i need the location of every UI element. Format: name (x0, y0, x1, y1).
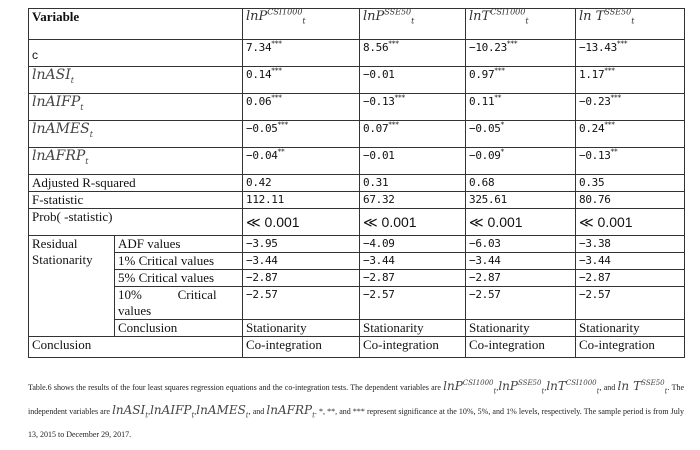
statistic-cell (243, 175, 360, 192)
residual-value: −3.44 (579, 254, 611, 267)
coefficient-cell (576, 121, 685, 148)
coefficient-value: −0.13 (363, 95, 395, 108)
math-variable (579, 9, 634, 24)
residual-row (29, 320, 685, 337)
statistic-label: Prob( -statistic) (32, 209, 113, 224)
row-label (29, 40, 243, 67)
conclusion-label: Conclusion (32, 337, 92, 352)
significance-stars: *** (271, 94, 282, 102)
math-superscript: CSI1000 (490, 8, 526, 17)
significance-stars: ** (277, 148, 285, 156)
residual-sublabel (115, 320, 243, 337)
statistic-row (29, 192, 685, 209)
coefficient-value: 1.17 (579, 68, 605, 81)
statistic-cell (576, 192, 685, 209)
math-base: lnAFRP (32, 148, 86, 164)
statistic-cell (243, 209, 360, 236)
significance-stars: *** (271, 40, 282, 48)
statistic-value: 0.68 (469, 176, 495, 189)
coefficient-value: 0.24 (579, 122, 605, 135)
conclusion-value: Co-integration (579, 337, 655, 352)
statistic-value: 112.11 (246, 193, 284, 206)
residual-cell (576, 253, 685, 270)
caption-text: represent significance at the 10%, 5%, and 1% levels, respectively. The sample period is from July 13, 2015 to December 29, 2017. (28, 407, 684, 439)
significance-stars: *** (494, 67, 505, 75)
caption-dot: . (314, 407, 317, 416)
residual-value: −3.44 (363, 254, 395, 267)
statistic-value: ≪ 0.001 (246, 213, 300, 230)
significance-stars: *** (616, 40, 628, 48)
statistic-cell (360, 192, 466, 209)
math-superscript: SSE50 (384, 8, 412, 17)
coefficient-value: −0.01 (363, 149, 395, 162)
significance-stars: *** (271, 67, 282, 75)
conclusion-value: Co-integration (246, 337, 322, 352)
residual-row (29, 236, 685, 253)
coefficient-cell (466, 121, 576, 148)
math-superscript: SSE50 (517, 379, 542, 387)
caption-dependent-variable (498, 379, 547, 396)
residual-sublabel-text: 10% Critical values (118, 287, 220, 318)
math-base: lnP (363, 9, 385, 24)
math-subscript: t (70, 75, 74, 85)
math-subscript: t (89, 129, 93, 139)
significance-stars: *** (604, 67, 615, 75)
coefficient-value: −0.05 (469, 122, 501, 135)
math-subscript: t (245, 411, 249, 420)
conclusion-value: Co-integration (469, 337, 545, 352)
coefficient-cell (360, 94, 466, 121)
math-base: lnT (469, 9, 491, 24)
caption-dependent-variable (617, 379, 668, 396)
significance-stars: *** (388, 121, 399, 129)
coefficient-cell (243, 121, 360, 148)
math-superscript: CSI1000 (565, 379, 597, 387)
caption-independent-variable (266, 403, 315, 420)
coefficient-value: −0.23 (579, 95, 611, 108)
residual-value: −4.09 (363, 237, 395, 250)
caption-text: Table.6 shows the results of the four least squares regression equations and the co-integration tests. The dependent variables are (28, 383, 444, 392)
residual-cell (576, 236, 685, 253)
coefficient-row (29, 148, 685, 175)
variable-header-label: Variable (32, 9, 80, 24)
conclusion-cell (576, 337, 685, 358)
math-subscript: t (191, 411, 195, 420)
residual-value: −6.03 (469, 237, 501, 250)
math-superscript: CSI1000 (267, 8, 303, 17)
residual-row (29, 253, 685, 270)
column-header (243, 9, 360, 40)
statistic-value: 67.32 (363, 193, 395, 206)
math-base: ln T (617, 379, 642, 393)
statistic-cell (360, 175, 466, 192)
constant-label: c (32, 48, 38, 62)
statistic-row (29, 209, 685, 236)
coefficient-cell (360, 40, 466, 67)
statistic-label: F-statistic (32, 192, 84, 207)
residual-value: −2.57 (363, 288, 395, 301)
residual-cell (466, 270, 576, 287)
math-base: lnP (246, 9, 268, 24)
statistic-value: ≪ 0.001 (579, 213, 633, 230)
residual-cell (466, 320, 576, 337)
conclusion-cell (466, 337, 576, 358)
conclusion-value: Co-integration (363, 337, 439, 352)
residual-sublabel (115, 236, 243, 253)
conclusion-row (29, 337, 685, 358)
residual-sublabel-text: Conclusion (118, 320, 178, 335)
significance-stars: * (500, 121, 505, 129)
math-variable (32, 148, 89, 164)
residual-value: Stationarity (246, 320, 307, 335)
math-subscript: t (631, 16, 635, 26)
residual-value: Stationarity (579, 320, 640, 335)
statistic-cell (576, 175, 685, 192)
coefficient-value: 0.14 (246, 68, 272, 81)
row-label (29, 175, 243, 192)
caption-text: and (250, 407, 267, 416)
math-base: lnAMES (32, 121, 90, 137)
caption-independent-variable (196, 403, 249, 420)
coefficient-value: −10.23 (469, 41, 507, 54)
statistic-value: 325.61 (469, 193, 507, 206)
math-superscript: SSE50 (641, 379, 665, 387)
coefficient-cell (360, 148, 466, 175)
math-base: lnP (498, 379, 518, 393)
statistic-value: 0.35 (579, 176, 605, 189)
math-subscript: t (302, 16, 306, 26)
coefficient-cell (466, 40, 576, 67)
caption-independent-variable (112, 403, 151, 420)
residual-cell (360, 253, 466, 270)
math-variable (32, 94, 84, 110)
coefficient-value: 8.56 (363, 41, 389, 54)
caption-comma: , (496, 383, 499, 392)
residual-sublabel-text: 1% Critical values (118, 253, 215, 268)
coefficient-row (29, 94, 685, 121)
significance-stars: *** (394, 94, 406, 102)
coefficient-value: −0.09 (469, 149, 501, 162)
coefficient-row (29, 67, 685, 94)
coefficient-row (29, 121, 685, 148)
residual-sublabel-text: 5% Critical values (118, 270, 215, 285)
residual-sublabel-text: ADF values (118, 236, 181, 251)
statistic-value: 80.76 (579, 193, 611, 206)
regression-table (28, 8, 685, 358)
caption-comma: , (599, 383, 602, 392)
coefficient-cell (576, 94, 685, 121)
coefficient-value: 7.34 (246, 41, 272, 54)
residual-cell (243, 320, 360, 337)
coefficient-cell (576, 40, 685, 67)
coefficient-cell (466, 67, 576, 94)
caption-dependent-variable (546, 379, 602, 396)
math-subscript: t (85, 156, 89, 166)
statistic-value: 0.31 (363, 176, 389, 189)
row-label (29, 192, 243, 209)
row-label (29, 67, 243, 94)
residual-cell (243, 270, 360, 287)
statistic-label: Adjusted R-squared (32, 175, 136, 190)
conclusion-cell (243, 337, 360, 358)
header-row (29, 9, 685, 40)
math-variable (32, 67, 74, 83)
significance-stars: *** (610, 94, 622, 102)
residual-value: −2.87 (363, 271, 395, 284)
residual-cell (466, 236, 576, 253)
coefficient-value: 0.06 (246, 95, 272, 108)
residual-cell (360, 287, 466, 320)
math-variable (469, 9, 529, 24)
coefficient-cell (576, 148, 685, 175)
residual-value: Stationarity (363, 320, 424, 335)
column-header (576, 9, 685, 40)
math-subscript: t (145, 411, 149, 420)
significance-stars: * (500, 148, 505, 156)
math-subscript: t (80, 102, 84, 112)
residual-value: −3.44 (246, 254, 278, 267)
coefficient-cell (466, 148, 576, 175)
coefficient-cell (466, 94, 576, 121)
residual-cell (243, 253, 360, 270)
coefficient-value: 0.07 (363, 122, 389, 135)
residual-cell (466, 253, 576, 270)
math-subscript: t (411, 16, 415, 26)
residual-cell (466, 287, 576, 320)
significance-stars: *** (388, 40, 399, 48)
significance-stars: *** (277, 121, 289, 129)
coefficient-cell (360, 67, 466, 94)
residual-value: −3.95 (246, 237, 278, 250)
math-variable (32, 121, 93, 137)
residual-row (29, 287, 685, 320)
statistic-value: ≪ 0.001 (469, 213, 523, 230)
row-label (29, 148, 243, 175)
residual-group-label (29, 236, 115, 337)
caption-text: The independent variables are (28, 383, 685, 416)
residual-cell (360, 236, 466, 253)
caption-dependent-variable (443, 379, 499, 396)
conclusion-cell (360, 337, 466, 358)
statistic-cell (576, 209, 685, 236)
math-subscript: t (541, 387, 545, 396)
residual-cell (576, 270, 685, 287)
residual-value: −3.44 (469, 254, 501, 267)
row-label (29, 94, 243, 121)
row-label (29, 121, 243, 148)
math-subscript: t (664, 387, 668, 396)
residual-row (29, 270, 685, 287)
coefficient-value: −0.04 (246, 149, 278, 162)
caption-comma: , (544, 383, 547, 392)
coefficient-value: −0.13 (579, 149, 611, 162)
column-header (360, 9, 466, 40)
statistic-cell (466, 175, 576, 192)
math-base: lnASI (32, 67, 71, 83)
row-label (29, 209, 243, 236)
significance-stars: *** (604, 121, 615, 129)
math-variable (246, 9, 306, 24)
caption-independent-variable (150, 403, 197, 420)
coefficient-cell (360, 121, 466, 148)
residual-value: −2.87 (246, 271, 278, 284)
caption-comma: , (248, 407, 251, 416)
row-label (29, 337, 243, 358)
residual-value: −2.87 (469, 271, 501, 284)
significance-stars: ** (494, 94, 502, 102)
statistic-value: ≪ 0.001 (363, 213, 417, 230)
caption-comma: , (194, 407, 197, 416)
residual-sublabel (115, 287, 243, 320)
math-base: lnAMES (196, 403, 246, 417)
caption-text: and (601, 383, 618, 392)
residual-value: −3.38 (579, 237, 611, 250)
coefficient-value: −13.43 (579, 41, 617, 54)
statistic-cell (466, 209, 576, 236)
math-base: lnT (546, 379, 566, 393)
residual-cell (243, 287, 360, 320)
coefficient-value: −0.05 (246, 122, 278, 135)
coefficient-cell (243, 67, 360, 94)
variable-header (29, 9, 243, 40)
coefficient-cell (576, 67, 685, 94)
math-subscript: t (312, 411, 315, 420)
coefficient-value: 0.97 (469, 68, 495, 81)
coefficient-cell (243, 148, 360, 175)
math-base: lnAFRP (266, 403, 313, 417)
table-caption (28, 375, 684, 446)
statistic-value: 0.42 (246, 176, 272, 189)
residual-cell (576, 320, 685, 337)
residual-value: −2.57 (246, 288, 278, 301)
residual-sublabel (115, 253, 243, 270)
coefficient-cell (243, 40, 360, 67)
math-base: lnP (443, 379, 463, 393)
residual-cell (360, 270, 466, 287)
math-base: lnASI (112, 403, 146, 417)
caption-text: *, **, and *** (316, 407, 367, 416)
math-base: lnAIFP (32, 94, 81, 110)
statistic-row (29, 175, 685, 192)
column-header (466, 9, 576, 40)
residual-cell (243, 236, 360, 253)
statistic-cell (360, 209, 466, 236)
significance-stars: ** (610, 148, 618, 156)
math-superscript: CSI1000 (462, 379, 494, 387)
math-base: lnAIFP (150, 403, 192, 417)
caption-comma: , (148, 407, 151, 416)
residual-value: −2.57 (579, 288, 611, 301)
statistic-cell (466, 192, 576, 209)
residual-group-text: Residual Stationarity (32, 236, 93, 267)
math-superscript: SSE50 (604, 8, 632, 17)
coefficient-value: −0.01 (363, 68, 395, 81)
residual-value: −2.57 (469, 288, 501, 301)
math-subscript: t (493, 387, 497, 396)
residual-cell (360, 320, 466, 337)
math-variable (363, 9, 414, 24)
residual-cell (576, 287, 685, 320)
math-subscript: t (596, 387, 600, 396)
statistic-cell (243, 192, 360, 209)
significance-stars: *** (506, 40, 518, 48)
caption-dot: . (667, 383, 670, 392)
math-base: ln T (579, 9, 605, 24)
residual-value: Stationarity (469, 320, 530, 335)
coefficient-cell (243, 94, 360, 121)
coefficient-value: 0.11 (469, 95, 495, 108)
math-subscript: t (525, 16, 529, 26)
coefficient-row (29, 40, 685, 67)
residual-value: −2.87 (579, 271, 611, 284)
residual-sublabel (115, 270, 243, 287)
